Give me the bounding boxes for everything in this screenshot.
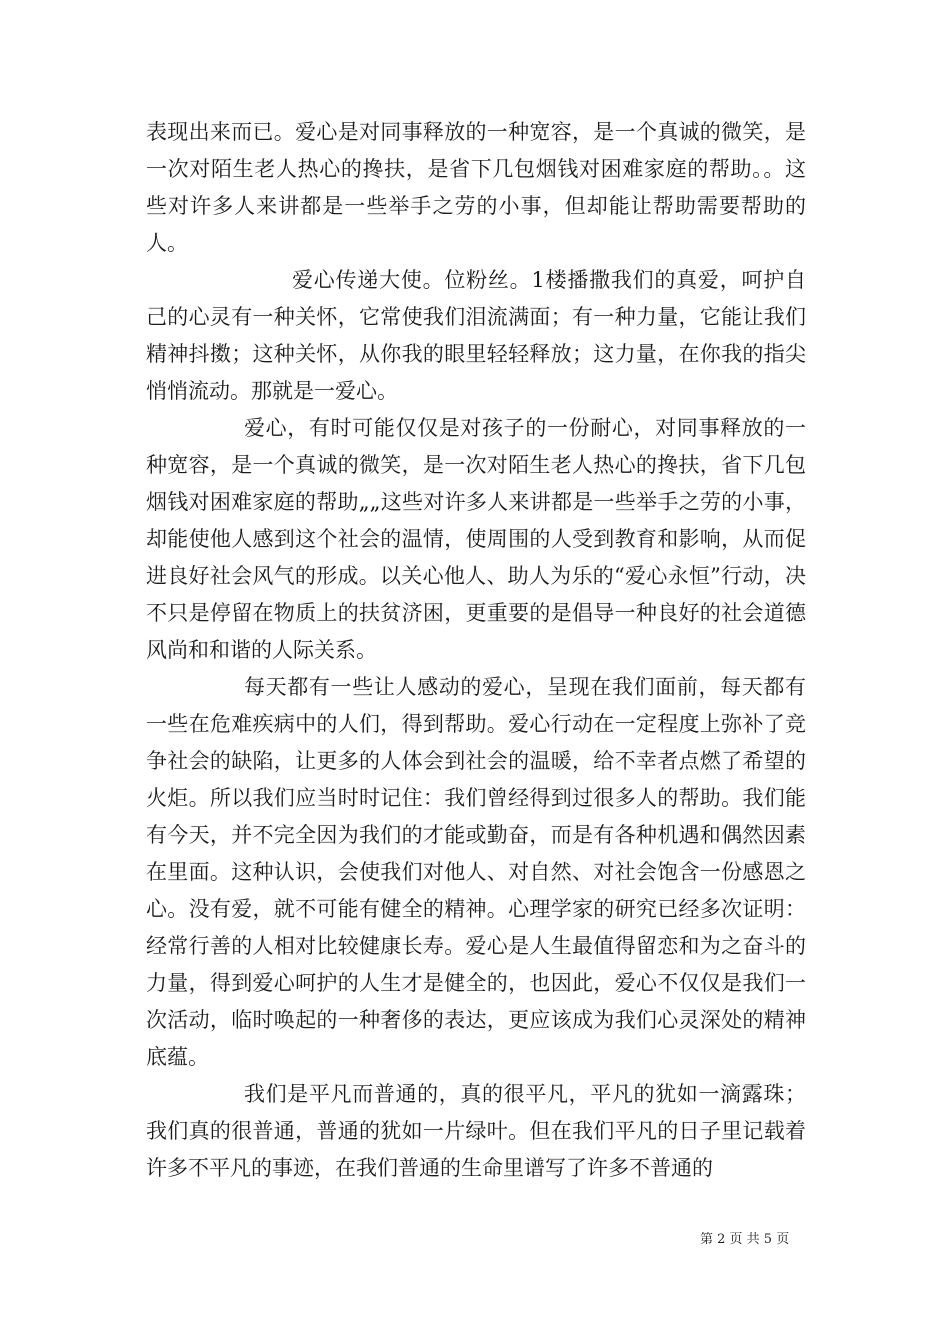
paragraph-5: 我们是平凡而普通的，真的很平凡，平凡的犹如一滴露珠；我们真的很普通，普通的犹如一片绿叶。但在我们平凡的日子里记载着许多不平凡的事迹，在我们普通的生命里谱写了许多不普通的 bbox=[146, 1082, 806, 1180]
paragraph-1: 表现出来而已。爱心是对同事释放的一种宽容，是一个真诚的微笑，是一次对陌生老人热心的搀扶，是省下几包烟钱对困难家庭的帮助。。这些对许多人来讲都是一些举手之劳的小事，但却能让帮助需要帮助的人。 bbox=[146, 120, 806, 255]
paragraph-3: 爱心，有时可能仅仅是对孩子的一份耐心，对同事释放的一种宽容，是一个真诚的微笑，是一次对陌生老人热心的搀扶，省下几包烟钱对困难家庭的帮助„„这些对许多人来讲都是一些举手之劳的小事，却能使他人感到这个社会的温情，使周围的人受到教育和影响，从而促进良好社会风气的形成。以关心他人、助人为乐的“爱心永恒”行动，决不只是停留在物质上的扶贫济困，更重要的是倡导一种良好的社会道德风尚和和谐的人际关系。 bbox=[146, 416, 806, 662]
document-body bbox=[146, 114, 806, 1187]
paragraph-4: 每天都有一些让人感动的爱心，呈现在我们面前，每天都有一些在危难疾病中的人们，得到帮助。爱心行动在一定程度上弥补了竞争社会的缺陷，让更多的人体会到社会的温暖，给不幸者点燃了希望的火炬。所以我们应当时时记住：我们曾经得到过很多人的帮助。我们能有今天，并不完全因为我们的才能或勤奋，而是有各种机遇和偶然因素在里面。这种认识，会使我们对他人、对自然、对社会饱含一份感恩之心。没有爱，就不可能有健全的精神。心理学家的研究已经多次证明：经常行善的人相对比较健康长寿。爱心是人生最值得留恋和为之奋斗的力量，得到爱心呵护的人生才是健全的，也因此，爱心不仅仅是我们一次活动，临时唤起的一种奢侈的表达，更应该成为我们心灵深处的精神底蕴。 bbox=[146, 675, 806, 1069]
paragraph-2: 爱心传递大使。位粉丝。1楼播撒我们的真爱，呵护自己的心灵有一种关怀，它常使我们泪流满面；有一种力量，它能让我们精神抖擞；这种关怀，从你我的眼里轻轻释放；这力量，在你我的指尖悄悄流动。那就是一爱心。 bbox=[146, 268, 806, 403]
page-number-footer: 第 2 页 共 5 页 bbox=[700, 1232, 790, 1247]
